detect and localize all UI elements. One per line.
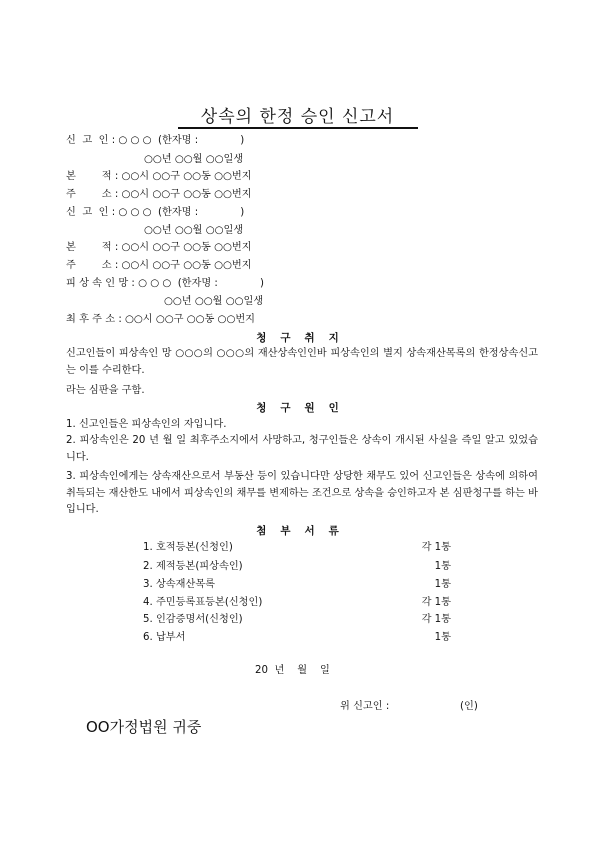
attachment-item-count: 1통 (434, 579, 451, 590)
attachment-item-name: 3. 상속재산목록 (143, 579, 216, 590)
date-line: 20 년 월 일 (255, 665, 330, 676)
decedent-last-address-line: 최 후 주 소 : ○○시 ○○구 ○○동 ○○번지 (66, 314, 256, 325)
cause-item-1: 1. 신고인들은 피상속인의 자입니다. (66, 419, 227, 430)
purpose-body: 신고인들이 피상속인 망 ○○○의 ○○○의 재산상속인인바 피상속인의 별지 상속재산목록의 한정상속신고는 이를 수리한다. (66, 348, 538, 376)
purpose-heading: 청 구 취 지 (256, 332, 339, 344)
applicant2-birth-line: ○○년 ○○월 ○○일생 (144, 225, 244, 236)
attachment-item-name: 4. 주민등록표등본(신청인) (143, 597, 263, 608)
attachment-item-count: 각 1통 (421, 597, 451, 608)
applicant1-birth-line: ○○년 ○○월 ○○일생 (144, 154, 244, 165)
attachments-heading: 첨 부 서 류 (256, 525, 339, 537)
attachment-item-count: 각 1통 (421, 614, 451, 625)
cause-item-3: 3. 피상속인에게는 상속재산으로서 부동산 등이 있습니다만 상당한 채무도 있어 신고인들은 상속에 의하여 취득되는 재산한도 내에서 피상속인의 채무를 변제하는 조건으로 상속을 승인하고자 본 심판청구를 하는 바입니다. (66, 471, 538, 515)
attachment-item-count: 각 1통 (421, 542, 451, 553)
cause-item-2: 2. 피상속인은 20 년 월 일 최후주소지에서 사망하고, 청구인들은 상속이 개시된 사실을 즉일 알고 있었습니다. (66, 435, 538, 463)
attachment-item-count: 1통 (434, 632, 451, 643)
seal-mark: (인) (460, 701, 478, 712)
document-title: 상속의 한정 승인 신고서 (200, 107, 395, 127)
applicant2-name-line: 신 고 인 : ○ ○ ○ (한자명 : ) (66, 207, 245, 218)
attachment-item-name: 2. 제적등본(피상속인) (143, 561, 243, 572)
applicant1-address-line: 주 소 : ○○시 ○○구 ○○동 ○○번지 (66, 189, 252, 200)
attachment-item-name: 1. 호적등본(신청인) (143, 542, 233, 553)
decedent-name-line: 피 상 속 인 망 : ○ ○ ○ (한자명 : ) (66, 278, 264, 289)
attachment-item-name: 5. 인감증명서(신청인) (143, 614, 243, 625)
signature-label: 위 신고인 : (340, 701, 390, 712)
attachment-item-count: 1통 (434, 561, 451, 572)
purpose-closing: 라는 심판을 구함. (66, 385, 145, 396)
cause-heading: 청 구 원 인 (256, 402, 339, 414)
applicant1-name-line: 신 고 인 : ○ ○ ○ (한자명 : ) (66, 135, 245, 146)
title-underline (178, 127, 418, 129)
applicant2-address-line: 주 소 : ○○시 ○○구 ○○동 ○○번지 (66, 260, 252, 271)
court-addressee: OO가정법원 귀중 (86, 718, 202, 736)
attachment-item-name: 6. 납부서 (143, 632, 186, 643)
applicant2-domicile-line: 본 적 : ○○시 ○○구 ○○동 ○○번지 (66, 242, 252, 253)
decedent-birth-line: ○○년 ○○월 ○○일생 (164, 296, 264, 307)
applicant1-domicile-line: 본 적 : ○○시 ○○구 ○○동 ○○번지 (66, 171, 252, 182)
